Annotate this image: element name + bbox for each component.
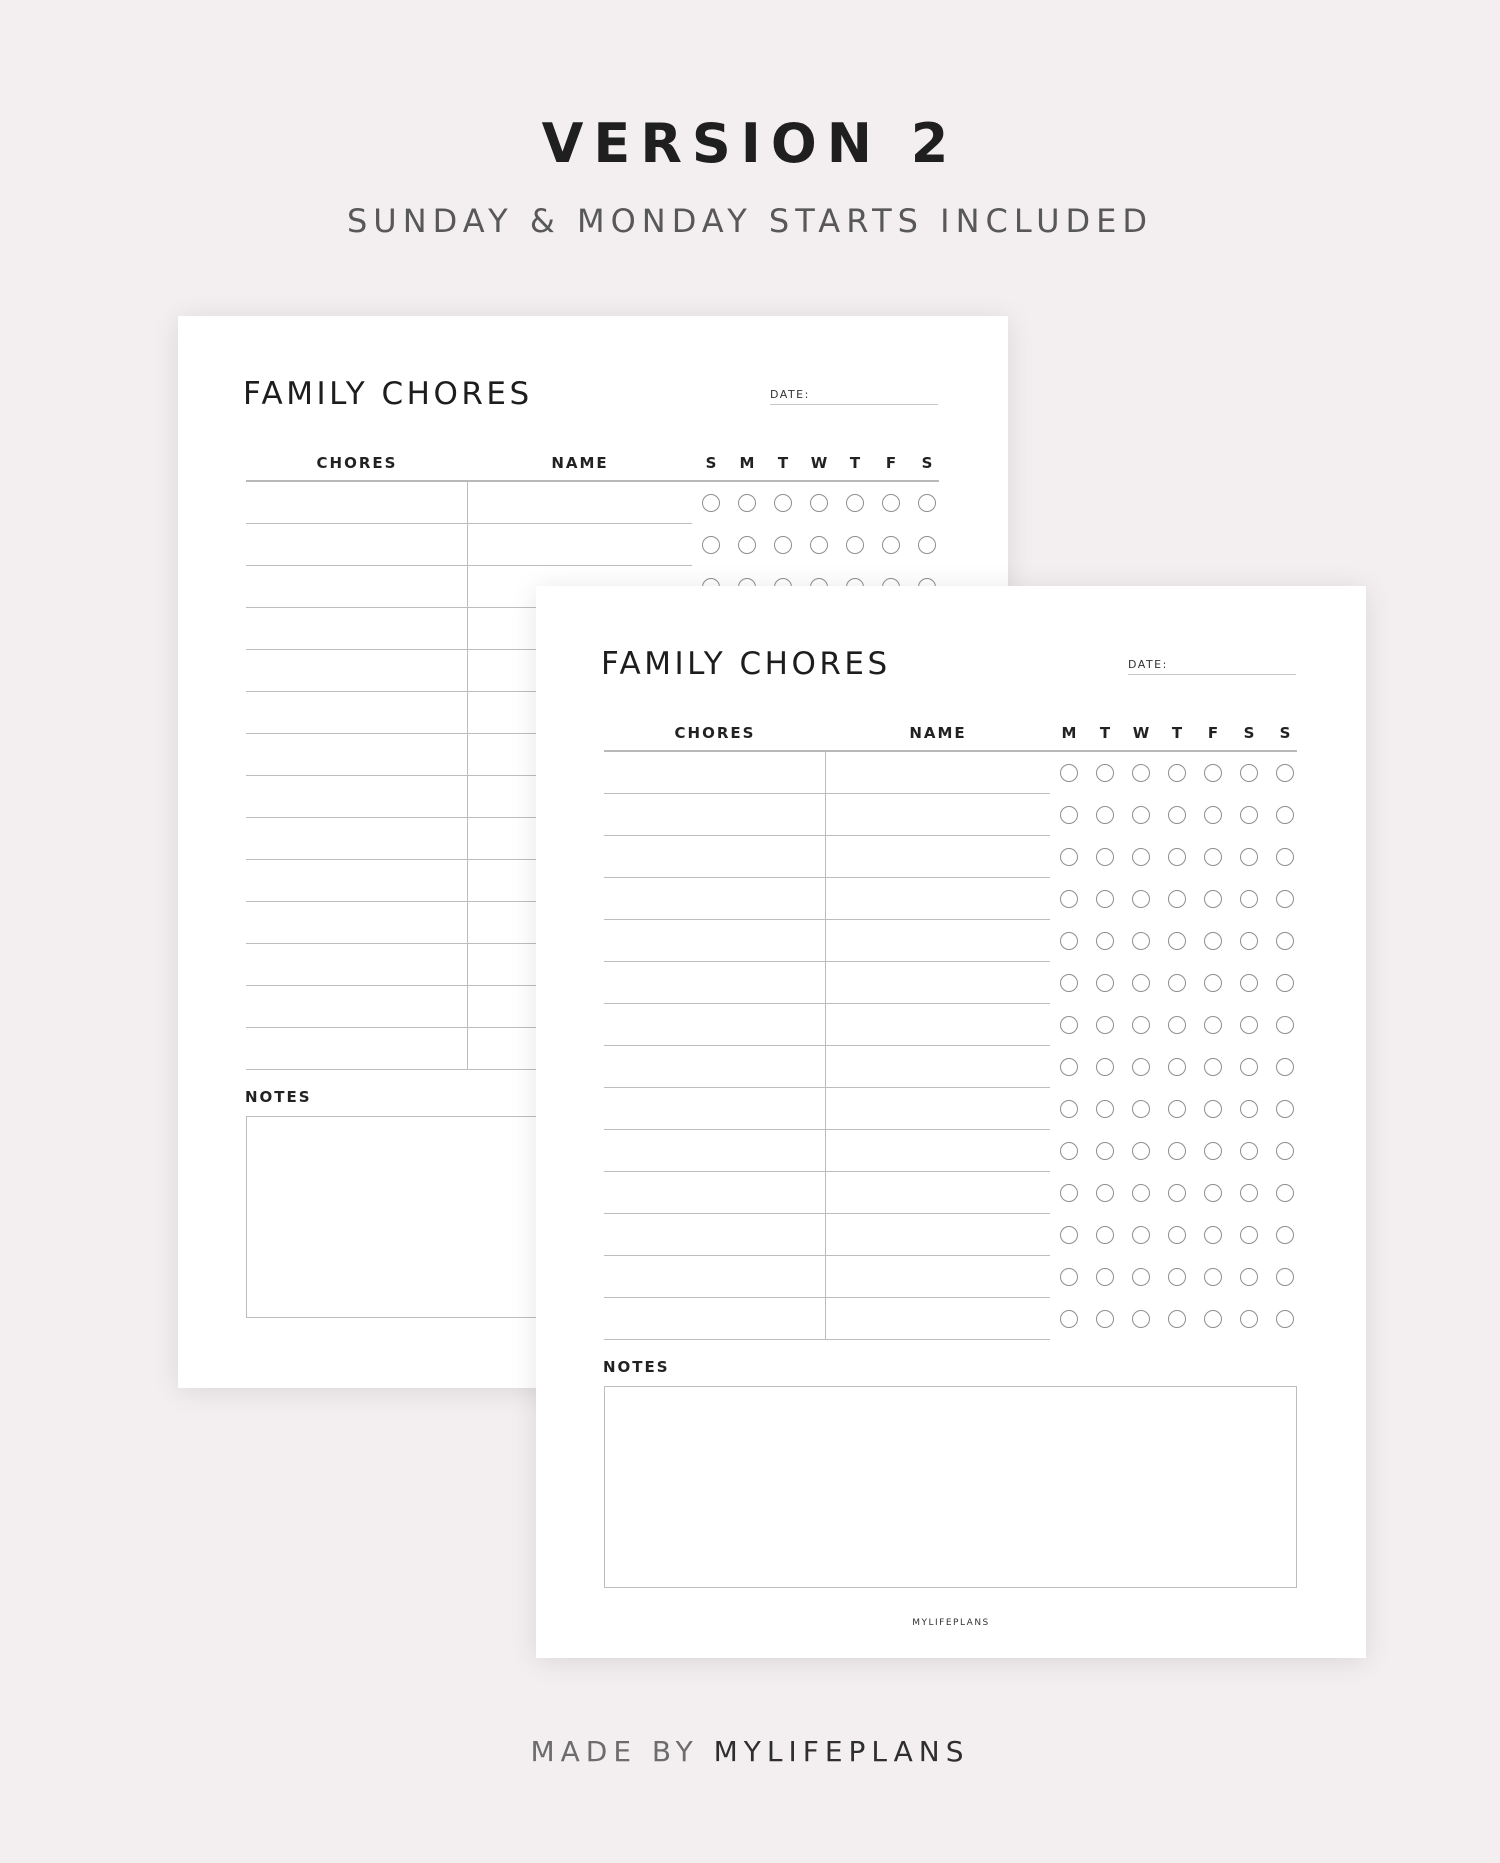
notes-label: NOTES [603,1358,670,1376]
check-circle[interactable] [1240,1016,1258,1034]
check-circle[interactable] [1060,1016,1078,1034]
chore-row [604,752,1050,794]
name-column-header: NAME [551,454,609,472]
check-circle[interactable] [1240,806,1258,824]
check-circle[interactable] [1096,1226,1114,1244]
notes-label: NOTES [245,1088,312,1106]
check-circle[interactable] [1132,1226,1150,1244]
check-circle[interactable] [1060,1100,1078,1118]
chore-cell[interactable] [246,482,468,523]
chore-row [604,878,1050,920]
chore-cell[interactable] [604,878,826,919]
check-circle[interactable] [1240,1310,1258,1328]
check-circle[interactable] [810,494,828,512]
check-circle[interactable] [1168,1310,1186,1328]
chore-row [604,1172,1050,1214]
check-circle[interactable] [1276,848,1294,866]
check-circle[interactable] [1240,1142,1258,1160]
check-circle[interactable] [1240,1268,1258,1286]
check-circle[interactable] [1204,932,1222,950]
check-circle[interactable] [1096,1310,1114,1328]
chore-cell[interactable] [246,566,468,607]
name-cell[interactable] [826,1256,1050,1297]
name-cell[interactable] [826,878,1050,919]
check-circle[interactable] [1096,1184,1114,1202]
check-circle[interactable] [1096,1058,1114,1076]
chore-cell[interactable] [604,794,826,835]
name-cell[interactable] [826,1004,1050,1045]
chore-row [604,962,1050,1004]
check-circle[interactable] [1060,848,1078,866]
check-circle[interactable] [1096,974,1114,992]
check-circle[interactable] [1204,974,1222,992]
check-circle[interactable] [1060,932,1078,950]
day-header: S [921,454,933,472]
check-circle[interactable] [1132,1268,1150,1286]
check-circle[interactable] [774,536,792,554]
check-circle[interactable] [1168,848,1186,866]
name-column-header: NAME [909,724,967,742]
check-circle[interactable] [918,494,936,512]
name-cell[interactable] [826,962,1050,1003]
check-circle[interactable] [1168,1142,1186,1160]
check-circle[interactable] [1060,1058,1078,1076]
check-circle[interactable] [1096,1142,1114,1160]
chore-cell[interactable] [246,818,468,859]
check-circle[interactable] [1204,890,1222,908]
check-circle[interactable] [1204,806,1222,824]
check-circle[interactable] [1096,932,1114,950]
check-circle[interactable] [1060,1142,1078,1160]
day-header: T [1099,724,1111,742]
sheet-footer-brand: MYLIFEPLANS [912,1618,990,1628]
chore-cell[interactable] [246,608,468,649]
check-circle[interactable] [1096,890,1114,908]
chore-cell[interactable] [604,1256,826,1297]
check-circle[interactable] [1132,1142,1150,1160]
check-circle[interactable] [1060,764,1078,782]
name-cell[interactable] [826,1214,1050,1255]
chores-column-header: CHORES [674,724,756,742]
date-field: DATE: [770,388,938,405]
chore-row [604,1004,1050,1046]
check-circle[interactable] [1204,1268,1222,1286]
check-circle[interactable] [1132,1016,1150,1034]
chore-rows [604,752,1050,1340]
check-circle[interactable] [1204,1058,1222,1076]
check-circle[interactable] [1240,848,1258,866]
check-circle[interactable] [882,536,900,554]
check-circle[interactable] [1132,848,1150,866]
chore-cell[interactable] [246,944,468,985]
check-circle[interactable] [1276,764,1294,782]
check-circle[interactable] [1168,764,1186,782]
chore-row [604,836,1050,878]
check-circle[interactable] [1132,1058,1150,1076]
name-cell[interactable] [468,524,692,565]
page-subtitle: SUNDAY & MONDAY STARTS INCLUDED [346,202,1153,240]
footer-prefix: MADE BY [530,1735,699,1768]
check-circle[interactable] [702,494,720,512]
day-header: S [1243,724,1255,742]
check-circle[interactable] [1132,764,1150,782]
planner-sheet-monday-start [536,586,1366,1658]
name-cell[interactable] [826,1130,1050,1171]
check-circle[interactable] [882,494,900,512]
footer-credit [0,1735,1500,1768]
check-circle[interactable] [738,536,756,554]
notes-box [604,1386,1297,1588]
day-header: W [810,454,828,472]
chore-cell[interactable] [246,986,468,1027]
check-circle[interactable] [1240,1100,1258,1118]
chore-row [604,1256,1050,1298]
check-circle[interactable] [1168,806,1186,824]
day-header: T [849,454,861,472]
check-circle[interactable] [1060,806,1078,824]
day-header: F [1207,724,1219,742]
check-circle[interactable] [1132,890,1150,908]
check-circle[interactable] [1276,1016,1294,1034]
chore-cell[interactable] [246,692,468,733]
check-circle[interactable] [1096,848,1114,866]
chore-cell[interactable] [246,524,468,565]
day-header: F [885,454,897,472]
check-circle[interactable] [1168,1016,1186,1034]
check-circle[interactable] [1240,764,1258,782]
check-circle[interactable] [1204,1100,1222,1118]
chore-cell[interactable] [604,1214,826,1255]
chore-cell[interactable] [246,1028,468,1069]
check-circle[interactable] [1168,932,1186,950]
chore-row [246,482,692,524]
check-circle[interactable] [1240,1226,1258,1244]
day-header: S [1279,724,1291,742]
check-circle[interactable] [1276,1058,1294,1076]
check-circle[interactable] [1132,806,1150,824]
check-circle[interactable] [1132,974,1150,992]
check-circle[interactable] [1168,974,1186,992]
check-circle[interactable] [1240,890,1258,908]
check-circle[interactable] [1132,1310,1150,1328]
check-circle[interactable] [774,494,792,512]
name-cell[interactable] [826,1088,1050,1129]
check-circle[interactable] [1240,1184,1258,1202]
check-circle[interactable] [1204,1226,1222,1244]
chore-row [604,1130,1050,1172]
check-circle[interactable] [1240,932,1258,950]
check-circle[interactable] [1060,1268,1078,1286]
sheet-title: FAMILY CHORES [601,646,891,682]
check-circle[interactable] [1096,1268,1114,1286]
check-circle[interactable] [1168,1058,1186,1076]
chore-cell[interactable] [604,1004,826,1045]
name-cell[interactable] [826,1298,1050,1339]
day-header: T [777,454,789,472]
day-header: T [1171,724,1183,742]
page-title: VERSION 2 [541,112,959,175]
check-circle[interactable] [1276,1100,1294,1118]
name-cell[interactable] [468,482,692,523]
check-circle[interactable] [1276,974,1294,992]
check-circle[interactable] [1240,1058,1258,1076]
check-circle[interactable] [1240,974,1258,992]
chore-cell[interactable] [604,962,826,1003]
check-circle[interactable] [1276,1184,1294,1202]
check-circle[interactable] [1276,806,1294,824]
chore-row [604,794,1050,836]
check-circle[interactable] [918,536,936,554]
check-circle[interactable] [1204,1310,1222,1328]
chore-cell[interactable] [246,776,468,817]
check-circle[interactable] [1096,1016,1114,1034]
check-circle[interactable] [1276,890,1294,908]
chore-cell[interactable] [604,1298,826,1339]
name-cell[interactable] [826,836,1050,877]
check-circle[interactable] [1132,1184,1150,1202]
check-circle[interactable] [1276,1268,1294,1286]
chore-cell[interactable] [604,1172,826,1213]
chore-cell[interactable] [604,752,826,793]
chore-cell[interactable] [604,836,826,877]
check-circle[interactable] [1060,974,1078,992]
check-circle[interactable] [1096,764,1114,782]
chore-row [246,524,692,566]
chore-cell[interactable] [604,1130,826,1171]
chore-cell[interactable] [246,860,468,901]
day-header: W [1132,724,1150,742]
chore-row [604,1046,1050,1088]
check-circle[interactable] [1096,1100,1114,1118]
check-circle[interactable] [1168,1226,1186,1244]
chores-column-header: CHORES [316,454,398,472]
check-circle[interactable] [846,494,864,512]
check-circle[interactable] [1204,1016,1222,1034]
check-circle[interactable] [1168,890,1186,908]
check-circle[interactable] [1204,764,1222,782]
check-circle[interactable] [1276,1310,1294,1328]
check-circle[interactable] [1060,890,1078,908]
name-cell[interactable] [826,752,1050,793]
check-circle[interactable] [1204,1184,1222,1202]
chore-cell[interactable] [604,1088,826,1129]
footer-brand: MYLIFEPLANS [713,1735,970,1768]
check-circle[interactable] [1060,1226,1078,1244]
check-circle[interactable] [1168,1268,1186,1286]
chore-cell[interactable] [246,902,468,943]
check-circle[interactable] [1168,1100,1186,1118]
name-cell[interactable] [826,1172,1050,1213]
check-circle[interactable] [1060,1184,1078,1202]
check-circle[interactable] [1276,932,1294,950]
chore-cell[interactable] [246,650,468,691]
chore-row [604,920,1050,962]
chore-row [604,1214,1050,1256]
check-circle[interactable] [1060,1310,1078,1328]
check-circle[interactable] [1204,1142,1222,1160]
check-circle[interactable] [846,536,864,554]
check-circle[interactable] [738,494,756,512]
check-circle[interactable] [1276,1226,1294,1244]
check-circle[interactable] [1132,932,1150,950]
check-circle[interactable] [1276,1142,1294,1160]
check-circle[interactable] [1132,1100,1150,1118]
chore-cell[interactable] [604,920,826,961]
day-header: M [739,454,755,472]
name-cell[interactable] [826,920,1050,961]
check-circle[interactable] [810,536,828,554]
day-header: S [705,454,717,472]
name-cell[interactable] [826,794,1050,835]
check-circle[interactable] [1204,848,1222,866]
chore-cell[interactable] [246,734,468,775]
date-field: DATE: [1128,658,1296,675]
check-circle[interactable] [702,536,720,554]
chore-cell[interactable] [604,1046,826,1087]
day-header: M [1061,724,1077,742]
chore-row [604,1088,1050,1130]
name-cell[interactable] [826,1046,1050,1087]
check-circle[interactable] [1168,1184,1186,1202]
chore-row [604,1298,1050,1340]
check-circle[interactable] [1096,806,1114,824]
sheet-title: FAMILY CHORES [243,376,533,412]
